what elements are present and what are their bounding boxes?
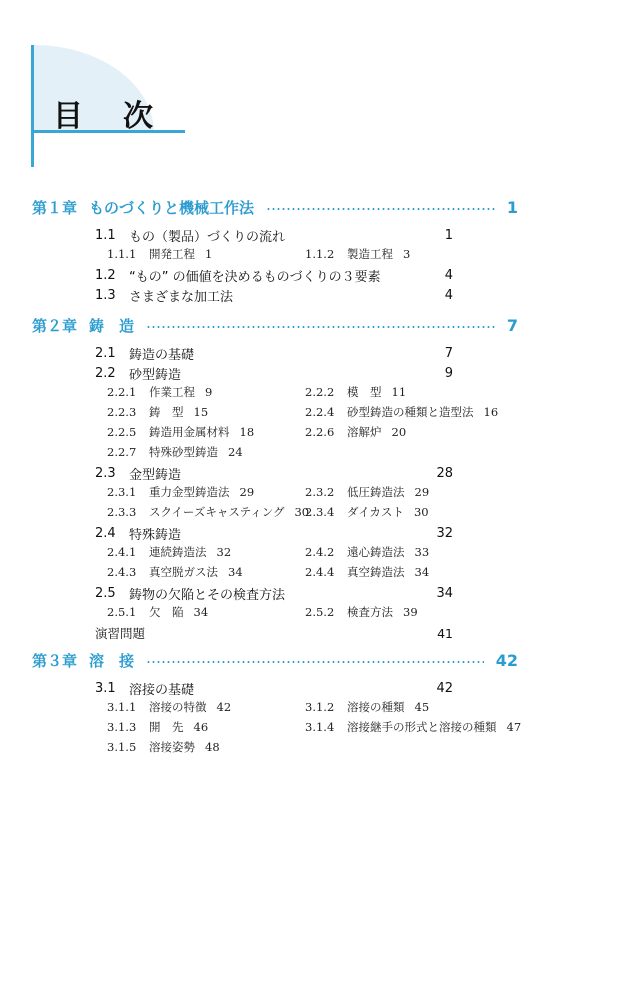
section-page: 28 xyxy=(436,465,453,481)
section-entry[interactable] xyxy=(95,584,453,602)
subsection-page: 30 xyxy=(413,505,429,519)
subsection-title: 鋳 型 xyxy=(149,405,184,419)
subsection-page: 32 xyxy=(216,545,232,559)
section-page: 4 xyxy=(444,267,453,283)
subsection-number: 2.3.1 xyxy=(107,485,137,499)
subsection-page: 16 xyxy=(483,405,499,419)
subsection-entry[interactable] xyxy=(107,604,208,620)
subsection-entry[interactable] xyxy=(305,719,521,735)
subsection-entry[interactable] xyxy=(305,246,410,262)
section-page: 42 xyxy=(436,680,453,696)
chapter-page: 42 xyxy=(495,650,518,670)
subsection-title: 鋳造用金属材料 xyxy=(149,425,230,439)
subsection-entry[interactable] xyxy=(107,739,220,755)
subsection-number: 2.2.5 xyxy=(107,425,137,439)
subsection-title: ダイカスト xyxy=(347,505,404,519)
subsection-page: 3 xyxy=(403,247,411,261)
section-page: 9 xyxy=(444,365,453,381)
subsection-title: 製造工程 xyxy=(347,247,393,261)
section-entry[interactable] xyxy=(95,364,453,382)
subsection-number: 2.5.1 xyxy=(107,605,137,619)
subsection-entry[interactable] xyxy=(107,444,243,460)
subsection-title: 作業工程 xyxy=(149,385,195,399)
subsection-entry[interactable] xyxy=(107,246,212,262)
subsection-title: 溶接継手の形式と溶接の種類 xyxy=(347,720,497,734)
section-page: 7 xyxy=(444,345,453,361)
section-title: 特殊鋳造 xyxy=(129,527,182,543)
subsection-number: 2.4.3 xyxy=(107,565,137,579)
chapter-page: 7 xyxy=(506,315,518,335)
subsection-entry[interactable] xyxy=(107,424,254,440)
subsection-number: 2.2.6 xyxy=(305,425,335,439)
section-title: さまざまな加工法 xyxy=(129,289,234,305)
subsection-title: スクイーズキャスティング xyxy=(149,505,285,519)
section-number: 1.3 xyxy=(95,287,116,303)
section-number: 2.4 xyxy=(95,525,116,541)
subsection-number: 2.4.1 xyxy=(107,545,137,559)
subsection-number: 2.2.1 xyxy=(107,385,137,399)
subsection-entry[interactable] xyxy=(305,424,406,440)
subsection-entry[interactable] xyxy=(107,544,231,560)
subsection-entry[interactable] xyxy=(305,544,429,560)
subsection-title: 溶接の種類 xyxy=(347,700,405,714)
section-number: 2.1 xyxy=(95,345,116,361)
leader-dots xyxy=(266,208,495,210)
subsection-entry[interactable] xyxy=(305,484,429,500)
subsection-number: 1.1.2 xyxy=(305,247,335,261)
subsection-entry[interactable] xyxy=(305,699,429,715)
subsection-number: 2.3.2 xyxy=(305,485,335,499)
subsection-page: 42 xyxy=(216,700,232,714)
subsection-number: 2.2.4 xyxy=(305,405,335,419)
section-title: もの（製品）づくりの流れ xyxy=(129,229,286,245)
chapter-number: 第３章 xyxy=(32,651,78,670)
subsection-entry[interactable] xyxy=(107,719,208,735)
subsection-page: 1 xyxy=(205,247,213,261)
exercise-entry[interactable] xyxy=(95,624,453,642)
subsection-title: 特殊砂型鋳造 xyxy=(149,445,218,459)
subsection-number: 2.4.2 xyxy=(305,545,335,559)
subsection-page: 47 xyxy=(506,720,522,734)
subsection-number: 2.2.3 xyxy=(107,405,137,419)
subsection-title: 遠心鋳造法 xyxy=(347,545,405,559)
leader-dots xyxy=(146,326,495,328)
subsection-number: 3.1.5 xyxy=(107,740,137,754)
subsection-page: 18 xyxy=(239,425,255,439)
subsection-page: 46 xyxy=(193,720,209,734)
subsection-number: 3.1.4 xyxy=(305,720,335,734)
subsection-page: 29 xyxy=(239,485,255,499)
subsection-title: 溶接姿勢 xyxy=(149,740,195,754)
subsection-entry[interactable] xyxy=(107,699,231,715)
subsection-entry[interactable] xyxy=(305,504,429,520)
section-title: 砂型鋳造 xyxy=(129,367,182,383)
subsection-number: 2.3.3 xyxy=(107,505,137,519)
section-title: 溶接の基礎 xyxy=(129,682,195,698)
chapter-title: ものづくりと機械工作法 xyxy=(89,198,255,217)
subsection-title: 溶接の特徴 xyxy=(149,700,207,714)
subsection-page: 20 xyxy=(391,425,407,439)
subsection-title: 検査方法 xyxy=(347,605,393,619)
exercise-title: 演習問題 xyxy=(95,626,146,641)
chapter-title: 鋳 造 xyxy=(89,316,135,335)
subsection-page: 34 xyxy=(228,565,243,579)
chapter-page: 1 xyxy=(506,197,518,217)
subsection-title: 溶解炉 xyxy=(347,425,382,439)
subsection-page: 33 xyxy=(414,545,430,559)
exercise-page: 41 xyxy=(437,625,453,641)
subsection-title: 連続鋳造法 xyxy=(149,545,207,559)
section-entry[interactable] xyxy=(95,524,453,542)
section-number: 2.2 xyxy=(95,365,116,381)
subsection-entry[interactable] xyxy=(107,404,208,420)
chapter-entry[interactable] xyxy=(32,650,518,670)
subsection-number: 3.1.2 xyxy=(305,700,335,714)
subsection-number: 1.1.1 xyxy=(107,247,137,261)
subsection-number: 2.3.4 xyxy=(305,505,335,519)
subsection-title: 開 先 xyxy=(149,720,184,734)
subsection-page: 48 xyxy=(205,740,220,754)
subsection-number: 2.5.2 xyxy=(305,605,335,619)
subsection-page: 29 xyxy=(414,485,430,499)
subsection-title: 開発工程 xyxy=(149,247,195,261)
header-vertical-rule xyxy=(31,45,34,167)
section-number: 1.1 xyxy=(95,227,116,243)
section-title: 金型鋳造 xyxy=(129,467,182,483)
subsection-page: 30 xyxy=(294,505,310,519)
subsection-number: 2.2.2 xyxy=(305,385,335,399)
subsection-entry[interactable] xyxy=(107,564,243,580)
subsection-page: 34 xyxy=(193,605,209,619)
section-title: 鋳物の欠陥とその検査方法 xyxy=(129,587,286,603)
subsection-title: 真空脱ガス法 xyxy=(149,565,218,579)
chapter-number: 第１章 xyxy=(32,198,78,217)
subsection-page: 39 xyxy=(403,605,418,619)
subsection-page: 9 xyxy=(205,385,213,399)
chapter-number: 第２章 xyxy=(32,316,78,335)
subsection-entry[interactable] xyxy=(305,384,406,400)
subsection-entry[interactable] xyxy=(305,564,429,580)
section-entry[interactable] xyxy=(95,679,453,697)
section-title: 鋳造の基礎 xyxy=(129,347,195,363)
subsection-entry[interactable] xyxy=(107,384,212,400)
subsection-number: 2.4.4 xyxy=(305,565,335,579)
subsection-title: 砂型鋳造の種類と造型法 xyxy=(347,405,474,419)
subsection-entry[interactable] xyxy=(305,404,498,420)
subsection-title: 重力金型鋳造法 xyxy=(149,485,230,499)
subsection-entry[interactable] xyxy=(305,604,418,620)
section-entry[interactable] xyxy=(95,286,453,304)
section-number: 2.5 xyxy=(95,585,116,601)
section-number: 2.3 xyxy=(95,465,116,481)
section-entry[interactable] xyxy=(95,226,453,244)
subsection-number: 3.1.3 xyxy=(107,720,137,734)
subsection-title: 欠 陥 xyxy=(149,605,184,619)
section-page: 34 xyxy=(436,585,453,601)
section-page: 4 xyxy=(444,287,453,303)
page-title: 目次 xyxy=(53,99,193,134)
subsection-number: 3.1.1 xyxy=(107,700,137,714)
section-entry[interactable] xyxy=(95,266,453,284)
chapter-entry[interactable] xyxy=(32,315,518,335)
section-page: 1 xyxy=(444,227,453,243)
subsection-page: 24 xyxy=(228,445,243,459)
section-number: 1.2 xyxy=(95,267,116,283)
subsection-page: 11 xyxy=(391,385,407,399)
subsection-page: 45 xyxy=(414,700,430,714)
section-entry[interactable] xyxy=(95,344,453,362)
subsection-page: 15 xyxy=(193,405,209,419)
section-number: 3.1 xyxy=(95,680,116,696)
subsection-number: 2.2.7 xyxy=(107,445,137,459)
subsection-title: 模 型 xyxy=(347,385,382,399)
toc-header xyxy=(31,45,231,167)
section-page: 32 xyxy=(436,525,453,541)
section-title: “もの” の価値を決めるものづくりの３要素 xyxy=(129,269,381,285)
subsection-entry[interactable] xyxy=(107,504,309,520)
subsection-title: 低圧鋳造法 xyxy=(347,485,405,499)
subsection-page: 34 xyxy=(414,565,430,579)
section-entry[interactable] xyxy=(95,464,453,482)
subsection-title: 真空鋳造法 xyxy=(347,565,405,579)
subsection-entry[interactable] xyxy=(107,484,254,500)
chapter-entry[interactable] xyxy=(32,197,518,217)
chapter-title: 溶 接 xyxy=(89,651,135,670)
leader-dots xyxy=(146,661,484,663)
